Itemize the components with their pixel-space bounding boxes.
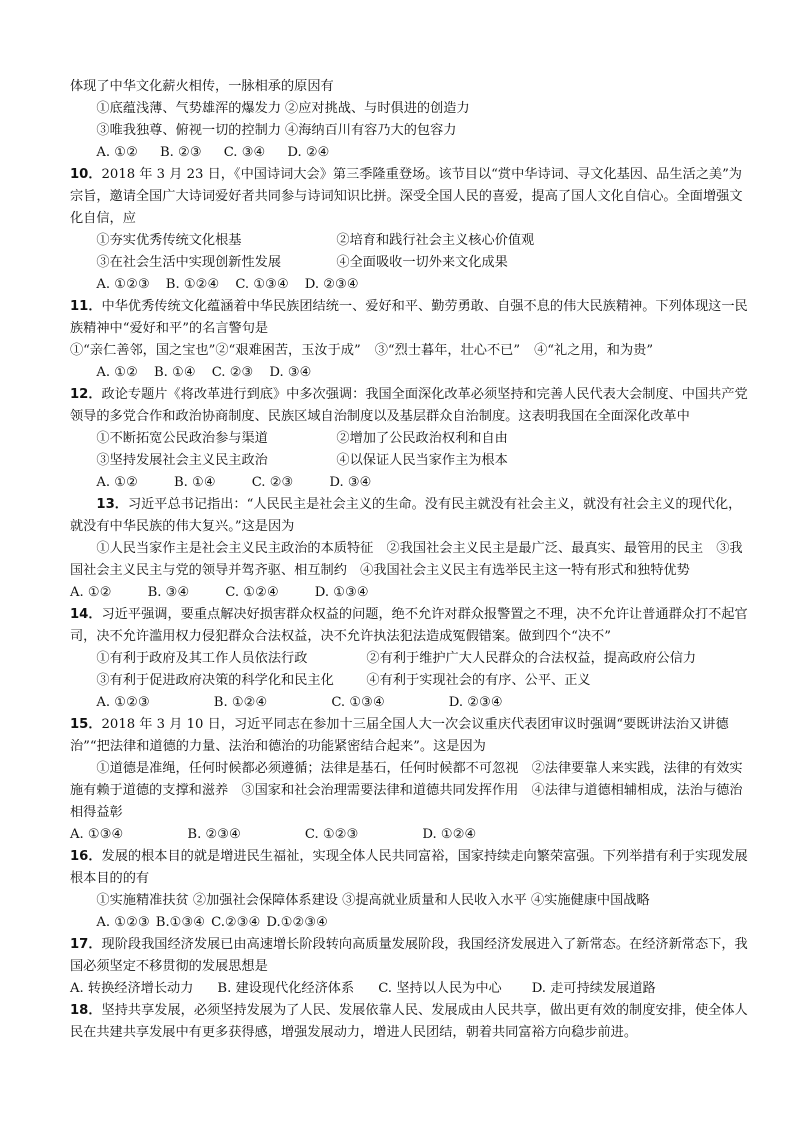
q16-answer-d: D.①②③④	[266, 915, 328, 930]
q11-stem-text: 中华优秀传统文化蕴涵着中华民族团结统一、爱好和平、勤劳勇敢、自强不息的伟大民族精神。下列体现这一民族精神中“爱好和平”的名言警句是	[70, 299, 748, 336]
q9-options-row-1	[70, 98, 754, 120]
q14-option-3: ③有利于促进政府决策的科学化和民主化	[96, 673, 334, 688]
q11-option-1: ①“亲仁善邻，国之宝也”	[70, 343, 216, 358]
q12-stem-text: 政论专题片《将改革进行到底》中多次强调：我国全面深化改革必须坚持和完善人民代表大会制度、中国共产党领导的多党合作和政治协商制度、民族区域自治制度以及基层群众自治制度。这表明我国在全面深化改革中	[70, 387, 748, 424]
q12-answer-b: B. ①④	[173, 475, 216, 490]
q13-stem	[70, 494, 754, 538]
q13-options: ①人民当家作主是社会主义民主政治的本质特征 ②我国社会主义民主是最广泛、最真实、最管用的民主 ③我国社会主义民主与党的领导并驾齐驱、相互制约 ④我国社会主义民主有选举民主这一特有形式和独特优势	[70, 541, 743, 578]
q9-answer-b: B. ②③	[159, 145, 202, 160]
q9-options-row-2	[70, 120, 754, 142]
q12-options-row-1	[70, 428, 754, 450]
q10-option-1: ①夯实优秀传统文化根基	[96, 233, 242, 248]
q14-stem	[70, 604, 754, 648]
q16-stem-text: 发展的根本目的就是增进民生福祉，实现全体人民共同富裕，国家持续走向繁荣富强。下列举措有利于实现发展根本目的的有	[70, 849, 748, 886]
q13-answer-a: A. ①②	[70, 585, 112, 600]
q16-answer-c: C.②③④	[211, 915, 261, 930]
q14-answer-b: B. ①②④	[213, 695, 268, 710]
q11-option-2: ②“艰难困苦，玉汝于成”	[215, 343, 361, 358]
q12-answers	[70, 472, 754, 494]
q12-option-2: ②增加了公民政治权利和自由	[336, 431, 508, 446]
q10-option-3: ③在社会生活中实现创新性发展	[96, 255, 282, 270]
q9-option-4: ④海纳百川有容乃大的包容力	[285, 123, 457, 138]
q10-option-4: ④全面吸收一切外来文化成果	[336, 255, 508, 270]
q14-answer-a: A. ①②③	[96, 695, 150, 710]
q14-option-1: ①有利于政府及其工作人员依法行政	[96, 651, 308, 666]
q11-stem	[70, 296, 754, 340]
q16-answer-b: B.①③④	[155, 915, 206, 930]
q10-answers	[70, 274, 754, 296]
q16-answers	[70, 912, 754, 934]
q10-answer-c: C. ①③④	[235, 277, 289, 292]
q11-option-4: ④“礼之用，和为贵”	[534, 343, 654, 358]
q11-number: 11．	[70, 299, 102, 314]
q17-answer-a: A. 转换经济增长动力	[70, 981, 194, 996]
q13-answer-d: D. ①③④	[314, 585, 369, 600]
q12-option-1: ①不断拓宽公民政治参与渠道	[96, 431, 268, 446]
q9-answer-a: A. ①②	[96, 145, 138, 160]
q14-answer-d: D. ②③④	[448, 695, 503, 710]
q11-answer-a: A. ①②	[96, 365, 138, 380]
q12-number: 12．	[70, 387, 102, 402]
q9-answer-d: D. ②④	[287, 145, 330, 160]
q10-answer-a: A. ①②③	[96, 277, 150, 292]
q18-stem-text: 坚持共享发展，必须坚持发展为了人民、发展依靠人民、发展成由人民共享，做出更有效的制度安排，使全体人民在共建共享发展中有更多获得感，增强发展动力，增进人民团结，朝着共同富裕方向稳步前进。	[70, 1003, 748, 1040]
q10-options-row-1	[70, 230, 754, 252]
q17-answer-b: B. 建设现代化经济体系	[217, 981, 355, 996]
q15-answer-c: C. ①②③	[304, 827, 359, 842]
q10-options-row-2	[70, 252, 754, 274]
q14-answers	[70, 692, 754, 714]
q12-stem	[70, 384, 754, 428]
q13-answers	[70, 582, 754, 604]
q10-option-2: ②培育和践行社会主义核心价值观	[336, 233, 535, 248]
q15-answer-b: B. ②③④	[187, 827, 241, 842]
q12-option-4: ④以保证人民当家作主为根本	[336, 453, 508, 468]
q13-number: 13．	[96, 497, 128, 512]
q9-option-1: ①底蕴浅薄、气势雄浑的爆发力	[96, 101, 282, 116]
q11-option-3: ③“烈士暮年，壮心不已”	[374, 343, 521, 358]
q17-answer-d: D. 走可持续发展道路	[531, 981, 656, 996]
q16-stem	[70, 846, 754, 890]
q12-options-row-2	[70, 450, 754, 472]
q9-answer-c: C. ③④	[223, 145, 266, 160]
q18-number: 18．	[70, 1003, 102, 1018]
q15-answer-d: D. ①②④	[422, 827, 477, 842]
q9-answers	[70, 142, 754, 164]
q12-answer-a: A. ①②	[96, 475, 138, 490]
q10-number: 10．	[70, 167, 102, 182]
q13-answer-c: C. ①②④	[225, 585, 279, 600]
q12-option-3: ③坚持发展社会主义民主政治	[96, 453, 268, 468]
q13-answer-b: B. ③④	[147, 585, 190, 600]
q11-answer-c: C. ②③	[211, 365, 254, 380]
q15-answer-a: A. ①③④	[70, 827, 124, 842]
q11-options-row	[70, 340, 754, 362]
q11-answer-b: B. ①④	[153, 365, 196, 380]
q9-option-3: ③唯我独尊、俯视一切的控制力	[96, 123, 282, 138]
q10-stem	[70, 164, 754, 230]
q17-stem-text: 现阶段我国经济发展已由高速增长阶段转向高质量发展阶段，我国经济发展进入了新常态。在经济新常态下，我国必须坚定不移贯彻的发展思想是	[70, 937, 748, 974]
q14-options-row-2	[70, 670, 754, 692]
q18-stem	[70, 1000, 754, 1044]
q15-number: 15．	[70, 717, 102, 732]
q15-options: ①道德是准绳，任何时候都必须遵循；法律是基石，任何时候都不可忽视 ②法律要靠人来实践，法律的有效实施有赖于道德的支撑和滋养 ③国家和社会治理需要法律和道德共同发挥作用 ④法律与道德相辅相成，法治与德治相得益彰	[70, 761, 743, 820]
q13-stem-text: 习近平总书记指出：“人民民主是社会主义的生命。没有民主就没有社会主义，就没有社会主义的现代化，就没有中华民族的伟大复兴。”这是因为	[70, 497, 742, 534]
q10-stem-text: 2018 年 3 月 23 日，《中国诗词大会》第三季隆重登场。该节目以“赏中华诗词、寻文化基因、品生活之美”为宗旨，邀请全国广大诗词爱好者共同参与诗词知识比拼。深受全国人民的喜爱，提高了国人文化自信心。全面增强文化自信，应	[70, 167, 743, 226]
q10-answer-b: B. ①②④	[165, 277, 220, 292]
q16-options: ①实施精准扶贫 ②加强社会保障体系建设 ③提高就业质量和人民收入水平 ④实施健康中国战略	[96, 893, 650, 908]
q14-option-4: ④有利于实现社会的有序、公平、正义	[366, 673, 591, 688]
q16-answer-a: A. ①②③	[96, 915, 150, 930]
q15-stem-text: 2018 年 3 月 10 日，习近平同志在参加十三届全国人大一次会议重庆代表团审议时强调“要既讲法治又讲德治”“把法律和道德的力量、法治和德治的功能紧密结合起来”。这是因为	[70, 717, 729, 754]
q14-number: 14．	[70, 607, 102, 622]
q17-stem	[70, 934, 754, 978]
q14-option-2: ②有利于维护广大人民群众的合法权益，提高政府公信力	[366, 651, 697, 666]
q14-answer-c: C. ①③④	[331, 695, 385, 710]
q15-answers	[70, 824, 754, 846]
q17-answer-c: C. 坚持以人民为中心	[378, 981, 502, 996]
q12-answer-c: C. ②③	[251, 475, 294, 490]
q11-answer-d: D. ③④	[269, 365, 312, 380]
q11-answers	[70, 362, 754, 384]
q9-continuation-text: 体现了中华文化薪火相传，一脉相承的原因有	[70, 79, 334, 94]
q16-number: 16．	[70, 849, 102, 864]
q14-options-row-1	[70, 648, 754, 670]
q10-answer-d: D. ②③④	[304, 277, 359, 292]
q15-stem	[70, 714, 754, 758]
q17-number: 17．	[70, 937, 102, 952]
q14-stem-text: 习近平强调，要重点解决好损害群众权益的问题，绝不允许对群众报警置之不理，决不允许让普通群众打不起官司，决不允许滥用权力侵犯群众合法权益，决不允许执法犯法造成冤假错案。做到四个“决不”	[70, 607, 748, 644]
q17-answers	[70, 978, 754, 1000]
q12-answer-d: D. ③④	[329, 475, 372, 490]
q9-option-2: ②应对挑战、与时俱进的创造力	[285, 101, 470, 116]
